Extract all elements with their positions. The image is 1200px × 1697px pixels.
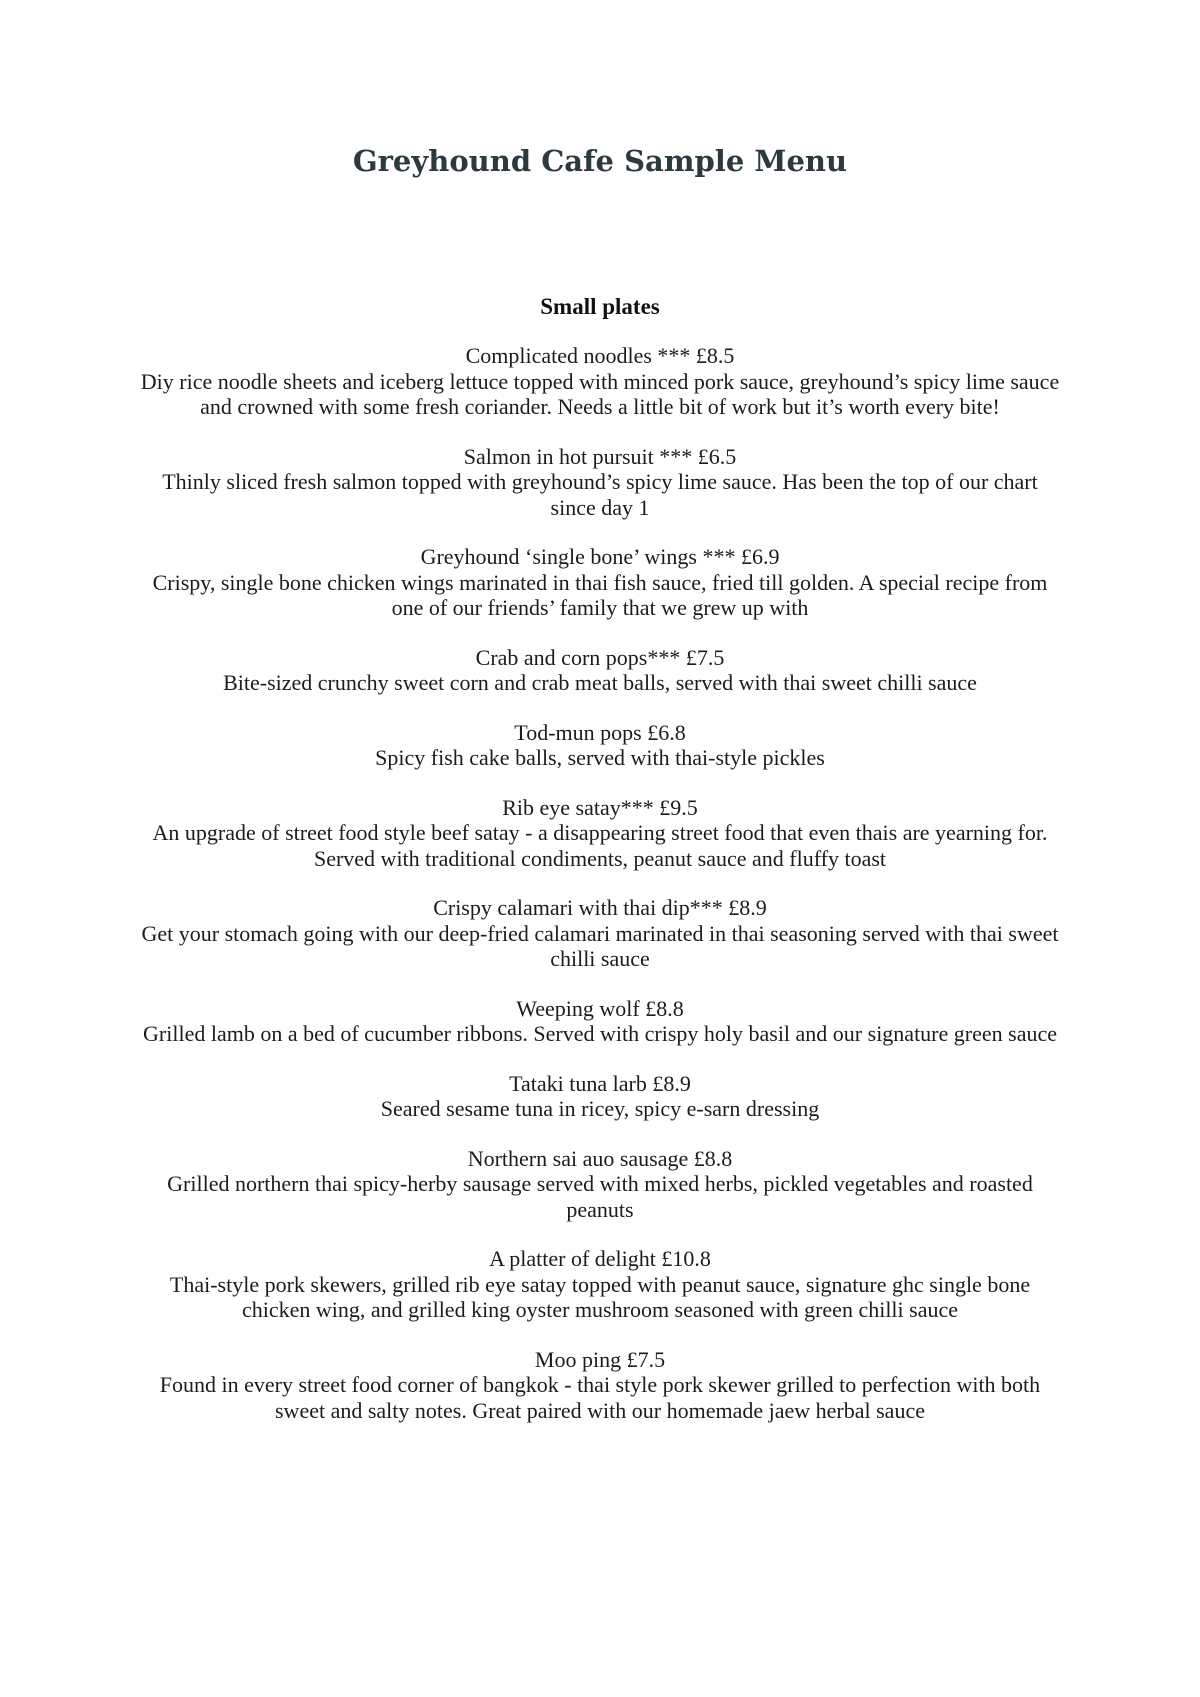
menu-item-description: Thai-style pork skewers, grilled rib eye satay topped with peanut sauce, signature ghc single bone chicken wing, and grilled king oyster mushroom seasoned with green chilli sauce [169,1271,1031,1322]
menu-item-name: Greyhound ‘single bone’ wings *** £6.9 [420,544,780,569]
menu-item-description: Seared sesame tuna in ricey, spicy e-sarn dressing [380,1096,820,1121]
menu-item-description: Grilled lamb on a bed of cucumber ribbons. Served with crispy holy basil and our signature green sauce [143,1021,1057,1046]
menu-item [140,343,1060,420]
menu-item-description: Crispy, single bone chicken wings marinated in thai fish sauce, fried till golden. A special recipe from one of our friends’ family that we grew up with [152,569,1048,620]
menu-item-description: An upgrade of street food style beef satay - a disappearing street food that even thais are yearning for. Served with traditional condiments, peanut sauce and fluffy toast [152,820,1048,871]
menu-item-description: Grilled northern thai spicy-herby sausage served with mixed herbs, pickled vegetables and roasted peanuts [167,1171,1033,1222]
menu-item [140,544,1060,621]
menu-item-name: Tod-mun pops £6.8 [514,719,686,745]
menu-item-name: Northern sai auo sausage £8.8 [467,1145,733,1171]
menu-item [140,720,1060,771]
menu-item-name: Moo ping £7.5 [534,1346,666,1372]
menu-item [140,996,1060,1047]
menu-item [140,444,1060,521]
section-heading-small-plates: Small plates [540,294,660,319]
menu-item-name: Salmon in hot pursuit *** £6.5 [463,443,737,469]
menu-item [140,895,1060,972]
menu-item [140,1071,1060,1122]
menu-item-name: Complicated noodles *** £8.5 [465,343,735,368]
menu-item [140,1246,1060,1323]
menu-item-name: Weeping wolf £8.8 [516,995,684,1021]
menu-item-name: Tataki tuna larb £8.9 [509,1070,691,1096]
menu-item [140,1347,1060,1424]
menu-item-name: A platter of delight £10.8 [489,1246,711,1271]
menu-item-description: Thinly sliced fresh salmon topped with greyhound’s spicy lime sauce. Has been the top of our chart since day 1 [162,469,1038,520]
menu-item-description: Found in every street food corner of bangkok - thai style pork skewer grilled to perfection with both sweet and salty notes. Great paired with our homemade jaew herbal sauce [159,1372,1041,1423]
menu-item-name: Crab and corn pops*** £7.5 [475,644,725,670]
menu-item-name: Crispy calamari with thai dip*** £8.9 [433,895,767,920]
menu-item-description: Get your stomach going with our deep-fried calamari marinated in thai seasoning served with thai sweet chilli sauce [141,920,1059,971]
menu-item-description: Bite-sized crunchy sweet corn and crab meat balls, served with thai sweet chilli sauce [223,670,977,695]
page-title: Greyhound Cafe Sample Menu [352,144,848,178]
menu-item [140,795,1060,872]
menu-item-name: Rib eye satay*** £9.5 [502,794,698,820]
menu-items-list [140,343,1060,1447]
menu-item-description: Spicy fish cake balls, served with thai-style pickles [375,745,825,770]
menu-item [140,645,1060,696]
menu-item [140,1146,1060,1223]
menu-item-description: Diy rice noodle sheets and iceberg lettuce topped with minced pork sauce, greyhound’s spicy lime sauce and crowned with some fresh coriander. Needs a little bit of work but it’s worth every bite! [140,368,1060,419]
